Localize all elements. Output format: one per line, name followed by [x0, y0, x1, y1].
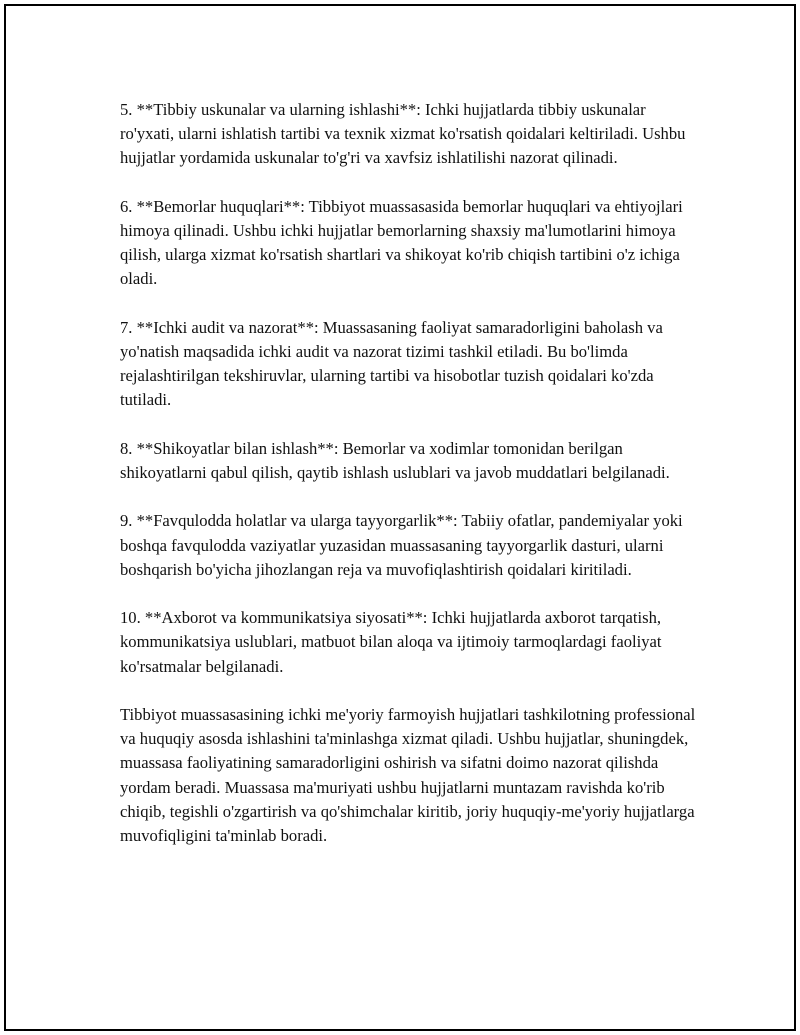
document-body — [120, 98, 700, 872]
paragraph-item-9: 9. **Favqulodda holatlar va ularga tayyorgarlik**: Tabiiy ofatlar, pandemiyalar yoki boshqa favqulodda vaziyatlar yuzasidan muassasaning tayyorgarlik dasturi, ularni boshqarish bo'yicha jihozlangan reja va muvofiqlashtirish qoidalari kiritiladi. — [120, 511, 683, 579]
paragraph-item-7: 7. **Ichki audit va nazorat**: Muassasaning faoliyat samaradorligini baholash va yo'natish maqsadida ichki audit va nazorat tizimi tashkil etiladi. Bu bo'limda rejalashtirilgan tekshiruvlar, ularning tartibi va hisobotlar tuzish qoidalari ko'zda tutiladi. — [120, 317, 663, 410]
paragraph-conclusion: Tibbiyot muassasasining ichki me'yoriy farmoyish hujjatlari tashkilotning professional va huquqiy asosda ishlashini ta'minlashga xizmat qiladi. Ushbu hujjatlar, shuningdek, muassasa faoliyatining samaradorligini oshirish va sifatni doimo nazorat qilishda yordam beradi. Muassasa ma'muriyati ushbu hujjatlarni muntazam ravishda ko'rib chiqib, tegishli o'zgartirish va qo'shimchalar kiritib, joriy huquqiy-me'yoriy hujjatlarga muvofiqligini ta'minlab boradi. — [120, 704, 696, 845]
document-page — [4, 4, 796, 1031]
paragraph-item-8: 8. **Shikoyatlar bilan ishlash**: Bemorlar va xodimlar tomonidan berilgan shikoyatlarni qabul qilish, qaytib ishlash uslublari va javob muddatlari belgilanadi. — [120, 438, 670, 482]
paragraph-item-5: 5. **Tibbiy uskunalar va ularning ishlashi**: Ichki hujjatlarda tibbiy uskunalar ro'yxati, ularni ishlatish tartibi va texnik xizmat ko'rsatish qoidalari keltiriladi. Ushbu hujjatlar yordamida uskunalar to'g'ri va xavfsiz ishlatilishi nazorat qilinadi. — [120, 100, 686, 168]
paragraph-item-10: 10. **Axborot va kommunikatsiya siyosati**: Ichki hujjatlarda axborot tarqatish, kommunikatsiya uslublari, matbuot bilan aloqa va ijtimoiy tarmoqlardagi faoliyat ko'rsatmalar belgilanadi. — [120, 608, 662, 676]
paragraph-item-6: 6. **Bemorlar huquqlari**: Tibbiyot muassasasida bemorlar huquqlari va ehtiyojlari himoya qilinadi. Ushbu ichki hujjatlar bemorlarning shaxsiy ma'lumotlarini himoya qilish, ularga xizmat ko'rsatish shartlari va shikoyat ko'rib chiqish tartibini o'z ichiga oladi. — [120, 196, 683, 289]
